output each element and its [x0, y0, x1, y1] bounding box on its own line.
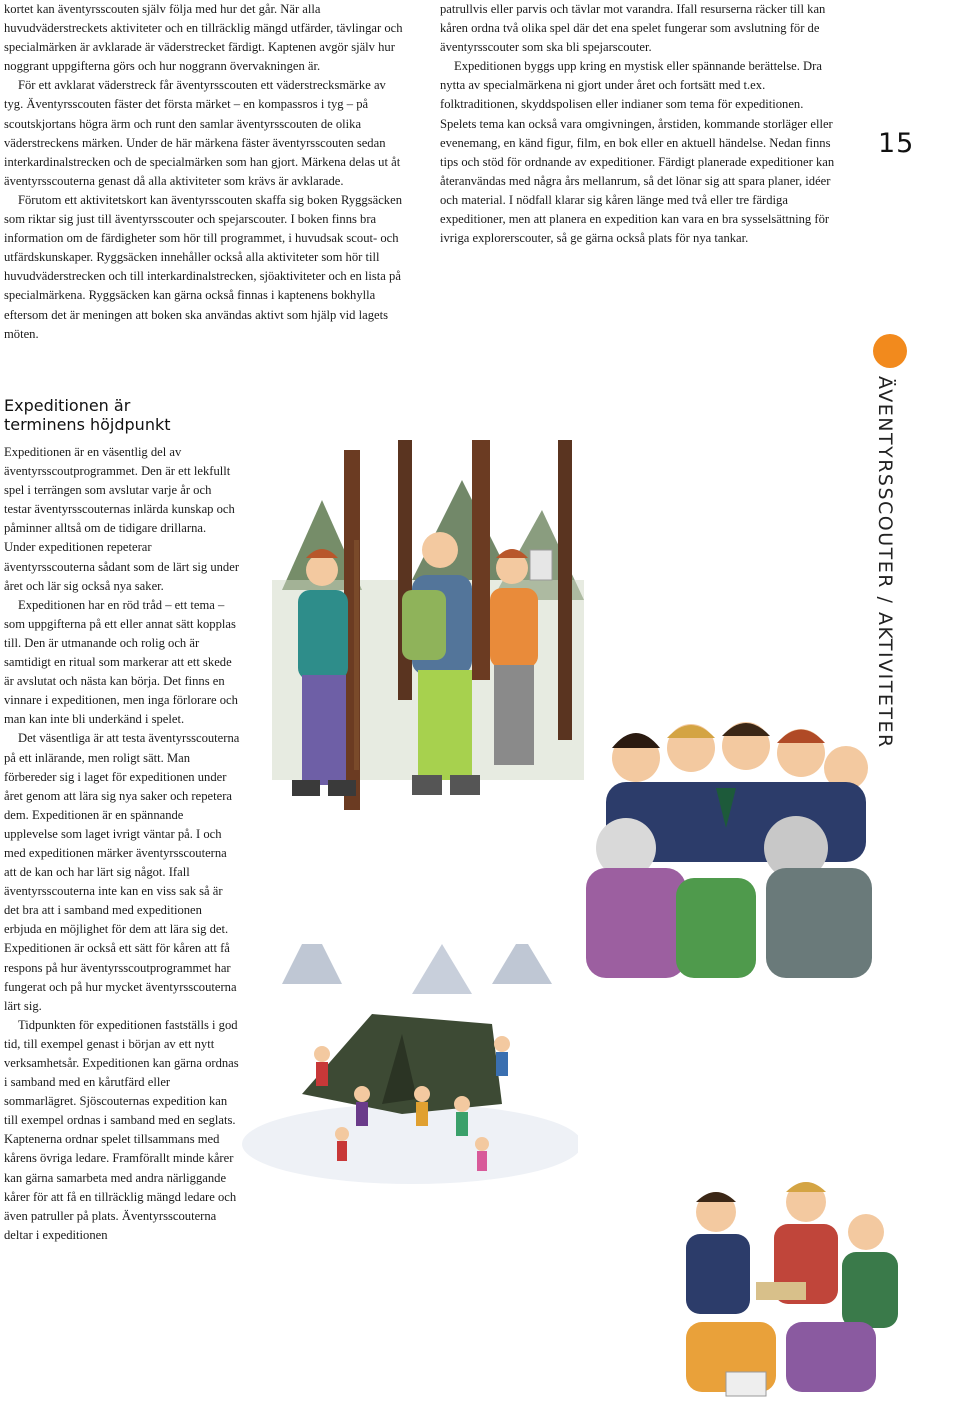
heading-line: Expeditionen är — [4, 396, 131, 415]
scout-group-illustration — [566, 698, 872, 998]
paragraph: kortet kan äventyrsscouten själv följa med hur det går. När alla huvudväderstreckets aktiviteter och en tillräcklig mängd utfärder, tävlingar och specialmärken är avklarade är väderstrecket färdigt. Kaptenen avgör själv hur noggrant uppgifterna görs och hur noggrann övervakningen är. — [4, 2, 403, 74]
section-heading — [4, 396, 264, 434]
section-title: ÄVENTYRSSCOUTER / AKTIVITETER — [874, 376, 896, 749]
paragraph: Förutom ett aktivitetskort kan äventyrsscouten skaffa sig boken Ryggsäcken som riktar sig just till äventyrsscouter och spejarscouter. I boken finns bra information om de färdigheter som hör till programmet, i huvudsak scout- och utfärdskunskaper. Ryggsäcken innehåller också alla aktiviteter som hör till huvudväderstrecken och till interkardinalstrecken, sjöaktiviteter och en lista på specialmärkena. Ryggsäcken kan gärna också finnas i kaptenens bokhylla eftersom det är meningen att boken ska användas aktivt som hjälp vid lagets möten. — [4, 192, 402, 341]
paragraph: Expeditionen är en väsentlig del av äventyrsscoutprogrammet. Den är ett lekfullt spel i terrängen som avslutar varje år och testar äventyrsscouternas inlärda kunskap och påminner alltså om de tidigare drillarna. Under expeditionen repeterar äventyrsscouterna sådant som de lärt sig under året och lär sig också nya saker. — [4, 445, 240, 593]
intro-text — [4, 0, 408, 344]
paragraph: Tidpunkten för expeditionen fastställs i god tid, till exempel genast i början av ett nytt verksamhetsår. Expeditionen kan gärna ordnas i samband med en kårutfärd eller sommarlägret. Sjöscouternas expedition kan till exempel ordnas i samband med en seglats. Kaptenerna ordnar spelet tillsammans med kårens övriga ledare. Framförallt minde kårer kan gärna samarbeta med andra närliggande kårer för att få en tillräcklig mängd ledare och även patruller på plats. Äventyrsscouterna deltar i expeditionen — [4, 1017, 239, 1242]
page-number: 15 — [878, 128, 915, 159]
heading-line: terminens höjdpunkt — [4, 415, 171, 434]
paragraph: Det väsentliga är att testa äventyrsscouterna på ett inlärande, men roligt sätt. Man förbereder sig i laget för expeditionen under året genom att lära sig nya saker och repetera dem. Expeditionen är en spännande upplevelse som laget ivrigt väntar på. I och med expeditionen märker äventyrsscouterna att de kan och har lärt sig något. Ifall äventyrsscouterna inte kan en viss sak så är det bra att i samband med expeditionen erbjuda en möjlighet för dem att lära sig det. Expeditionen är också ett sätt för kåren att få respons på hur äventyrsscoutprogrammet har fungerat och på hur mycket äventyrsscouterna lärt sig. — [4, 731, 240, 1013]
forest-hikers-illustration — [262, 440, 584, 832]
paragraph: Expeditionen har en röd tråd – ett tema – som uppgifterna på ett eller annat sätt kopplas till. Den är utmanande och rolig och är samtidigt en ritual som markerar att ett skede är avslutat och nästa kan börja. Det finns en vinnare i expeditionen, men inga förlorare och man kan inte bli underkänd i spelet. — [4, 597, 238, 727]
paragraph: För ett avklarat väderstreck får äventyrsscouten ett väderstrecksmärke av tyg. Äventyrsscouten fäster det första märket – en kompassros i tyg – på scoutskjortans högra ärm och runt den samlar äventyrsscouten de olika väderstreckens märken. Under de här märkena fäster äventyrsscouten sedan interkardinalstrecken och de specialmärken som han gjort. Märkena delas ut åt äventyrsscouterna genast då alla aktiviteter som krävs är avklarade. — [4, 78, 401, 188]
section-marker-dot — [873, 334, 907, 368]
paragraph: Expeditionen byggs upp kring en mystisk eller spännande berättelse. Dra nytta av specialmärkena ni gjort under året och fortsätt med t.ex. folktraditionen, skyddspolisen eller indianer som tema för expeditionen. Spelets tema kan också vara omgivningen, årstiden, kommande storläger eller evenemang, en känd figur, film, en bok eller en aktuell händelse. Nedan finns tips och stöd för ordnande av expeditioner. Färdigt planerade expeditioner kan återanvändas med några års mellanrum, så det lönar sig att spara planer, idéer och material. I nödfall klarar sig kåren länge med två eller tre färdiga expeditioner, men att planera en expedition kan vara en bra sysselsättning för ivriga explorerscouter, så ge gärna också plats för nya tankar. — [440, 59, 835, 246]
right-column-text — [440, 0, 840, 248]
winter-camp-illustration — [242, 944, 578, 1184]
scouts-meal-illustration — [656, 1172, 908, 1410]
expedition-text — [4, 443, 240, 1245]
paragraph: patrullvis eller parvis och tävlar mot varandra. Ifall resurserna räcker till kan kåren ordna två olika spel där det ena spelet fungerar som avslutning för de äventyrsscouter som ska bli spejarscouter. — [440, 2, 826, 55]
